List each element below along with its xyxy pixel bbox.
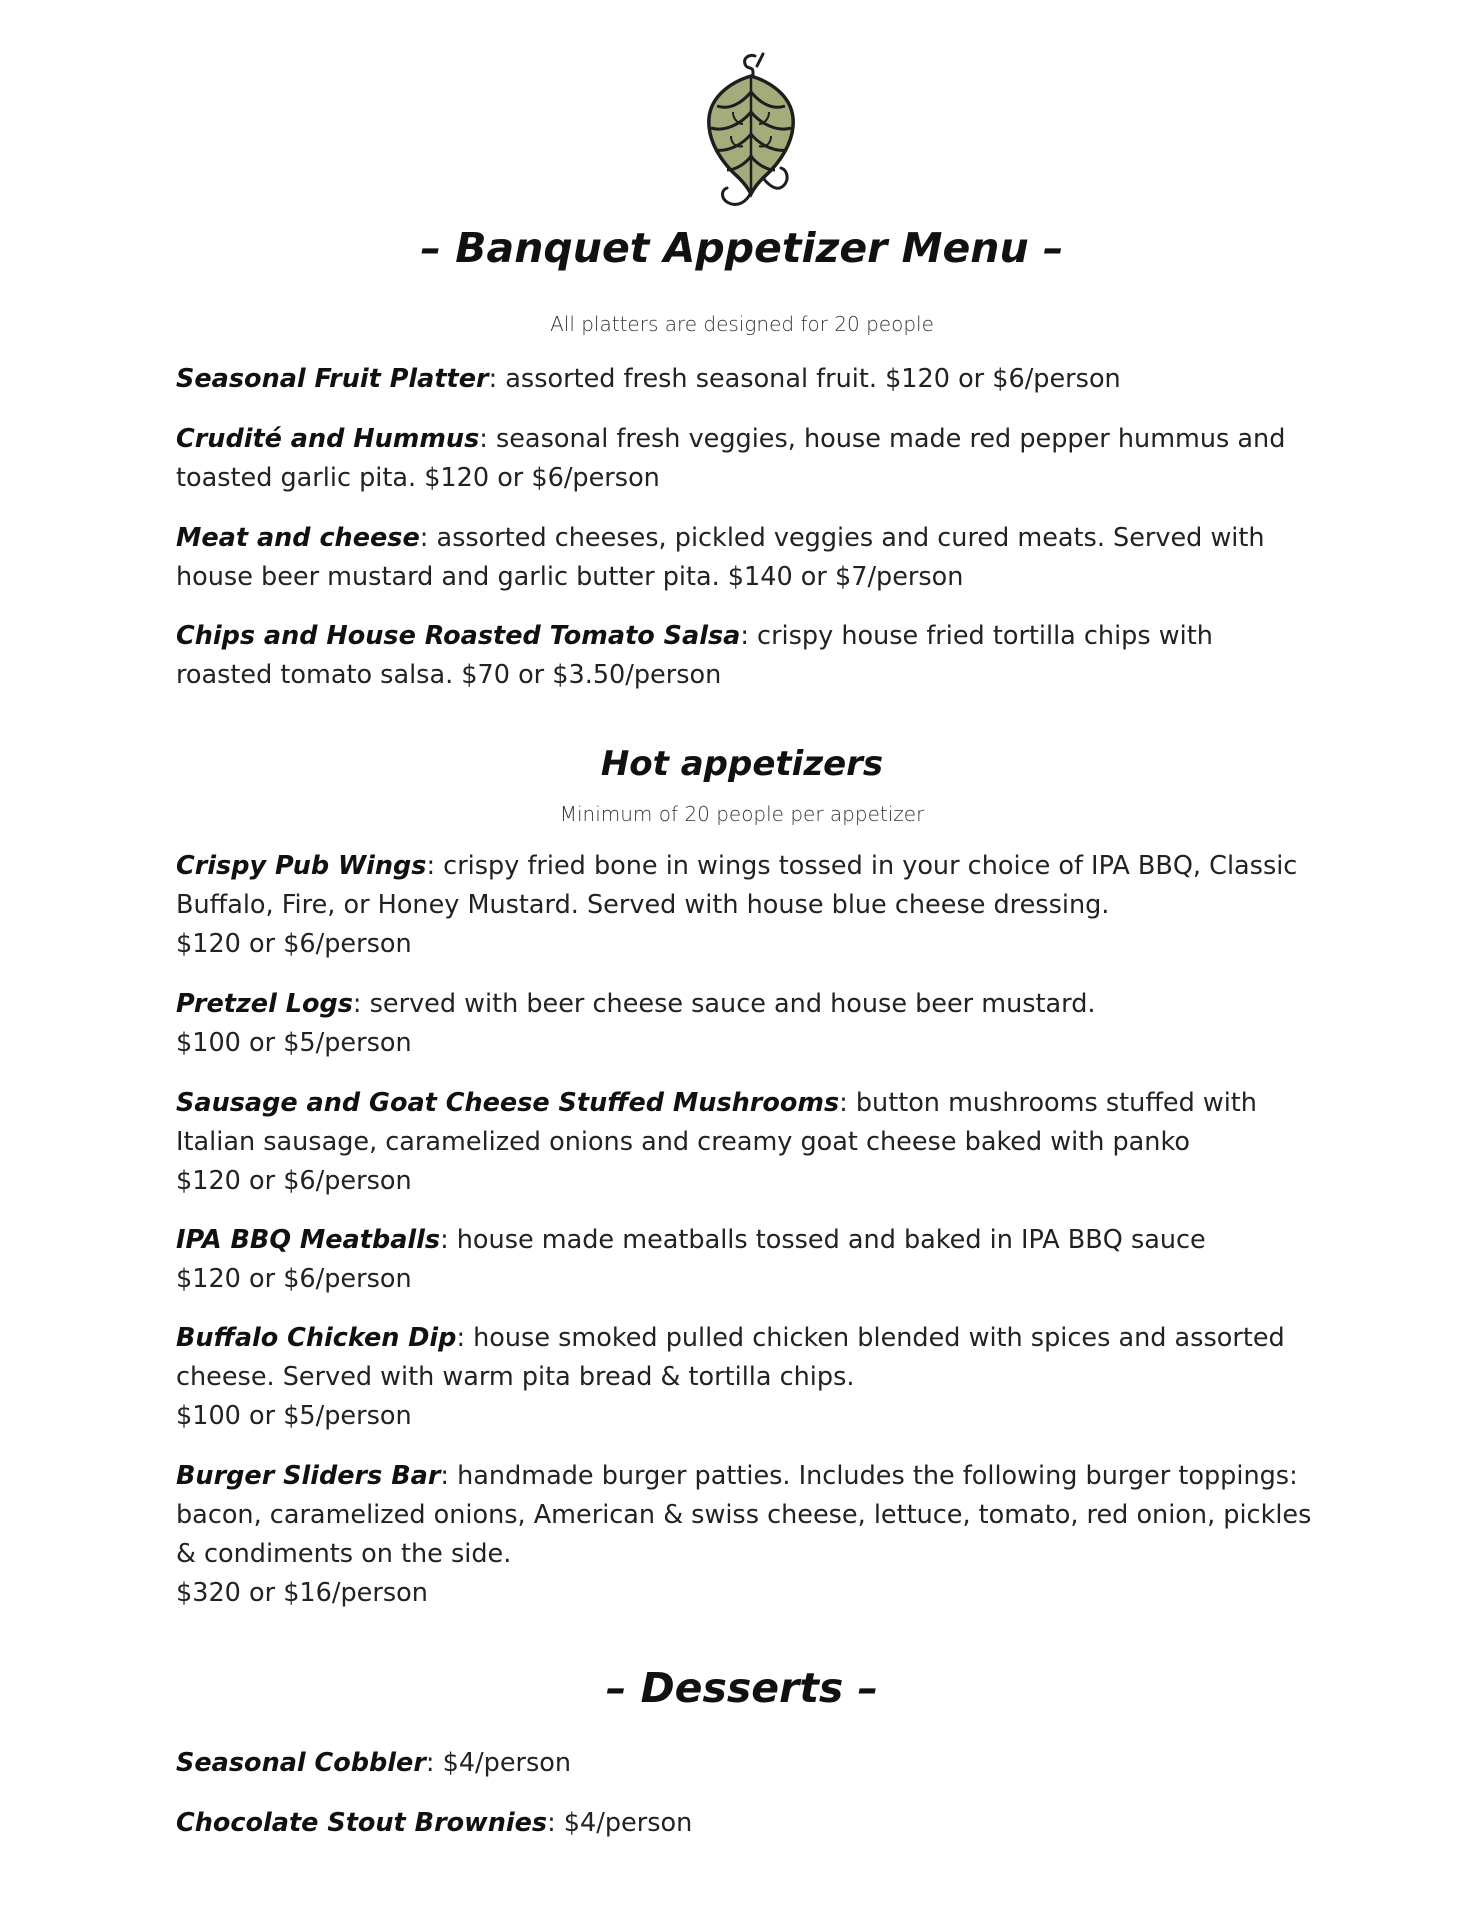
menu-item-name: Chips and House Roasted Tomato Salsa — [176, 621, 741, 651]
menu-item — [176, 1744, 1316, 1783]
menu-item-description: : crispy house fried tortilla chips with roasted tomato salsa. $70 or $3.50/person — [176, 621, 1213, 690]
hop-cone-icon — [703, 52, 799, 212]
section-title-hot-appetizers: Hot appetizers — [600, 744, 884, 784]
menu-item — [176, 1084, 1316, 1201]
menu-item-name: Seasonal Fruit Platter — [176, 364, 489, 394]
menu-item-description: : seasonal fresh veggies, house made red pepper hummus and toasted garlic pita. $120 or $6/person — [176, 424, 1286, 493]
menu-item-description: : served with beer cheese sauce and house beer mustard. — [352, 989, 1096, 1019]
section-subtitle-hot-appetizers: Minimum of 20 people per appetizer — [559, 802, 925, 826]
menu-item-name: Crispy Pub Wings — [176, 851, 427, 881]
menu-item-name: Sausage and Goat Cheese Stuffed Mushrooms — [176, 1088, 840, 1118]
menu-item-name: Buffalo Chicken Dip — [176, 1323, 457, 1353]
menu-item — [176, 360, 1316, 399]
menu-item-name: Meat and cheese — [176, 523, 420, 553]
menu-item-price: $100 or $5/person — [176, 1028, 412, 1058]
menu-item-name: Chocolate Stout Brownies — [176, 1808, 548, 1838]
menu-item — [176, 1319, 1316, 1436]
menu-item — [176, 519, 1316, 597]
menu-item-price: $120 or $6/person — [176, 1166, 412, 1196]
menu-item-description: : house smoked pulled chicken blended with spices and assorted cheese. Served with warm pita bread & tortilla chips. — [176, 1323, 1285, 1392]
menu-item — [176, 985, 1316, 1063]
menu-item-name: Crudité and Hummus — [176, 424, 480, 454]
menu-item-description: : button mushrooms stuffed with Italian sausage, caramelized onions and creamy goat cheese baked with panko — [176, 1088, 1257, 1157]
menu-item-name: IPA BBQ Meatballs — [176, 1225, 441, 1255]
menu-item-price: $120 or $6/person — [176, 929, 412, 959]
section-title-desserts: – Desserts – — [605, 1664, 879, 1712]
menu-item — [176, 1804, 1316, 1843]
menu-item — [176, 420, 1316, 498]
menu-item-description: : crispy fried bone in wings tossed in your choice of IPA BBQ, Classic Buffalo, Fire, or Honey Mustard. Served with house blue cheese dressing. — [176, 851, 1298, 920]
menu-item-description: : $4/person — [425, 1748, 572, 1778]
menu-item — [176, 1457, 1316, 1613]
menu-item-name: Seasonal Cobbler — [176, 1748, 426, 1778]
menu-item-price: $100 or $5/person — [176, 1401, 412, 1431]
menu-item-description: : $4/person — [547, 1808, 693, 1838]
menu-item — [176, 847, 1316, 964]
menu-item — [176, 617, 1316, 695]
menu-item-description: : handmade burger patties. Includes the following burger toppings: bacon, caramelized onions, American & swiss cheese, lettuce, tomato, red onion, pickles & condiments on the side. — [176, 1461, 1312, 1569]
menu-item-price: $120 or $6/person — [176, 1264, 412, 1294]
menu-item-name: Pretzel Logs — [176, 989, 353, 1019]
menu-item-name: Burger Sliders Bar — [176, 1461, 441, 1491]
menu-item-description: : house made meatballs tossed and baked in IPA BBQ sauce — [440, 1225, 1206, 1255]
page-title: – Banquet Appetizer Menu – — [420, 224, 1064, 272]
menu-item-description: : assorted fresh seasonal fruit. $120 or $6/person — [488, 364, 1121, 394]
page-subtitle: All platters are designed for 20 people — [550, 312, 934, 336]
menu-item-description: : assorted cheeses, pickled veggies and cured meats. Served with house beer mustard and garlic butter pita. $140 or $7/person — [176, 523, 1265, 592]
menu-item-price: $320 or $16/person — [176, 1578, 428, 1608]
menu-item — [176, 1221, 1316, 1299]
